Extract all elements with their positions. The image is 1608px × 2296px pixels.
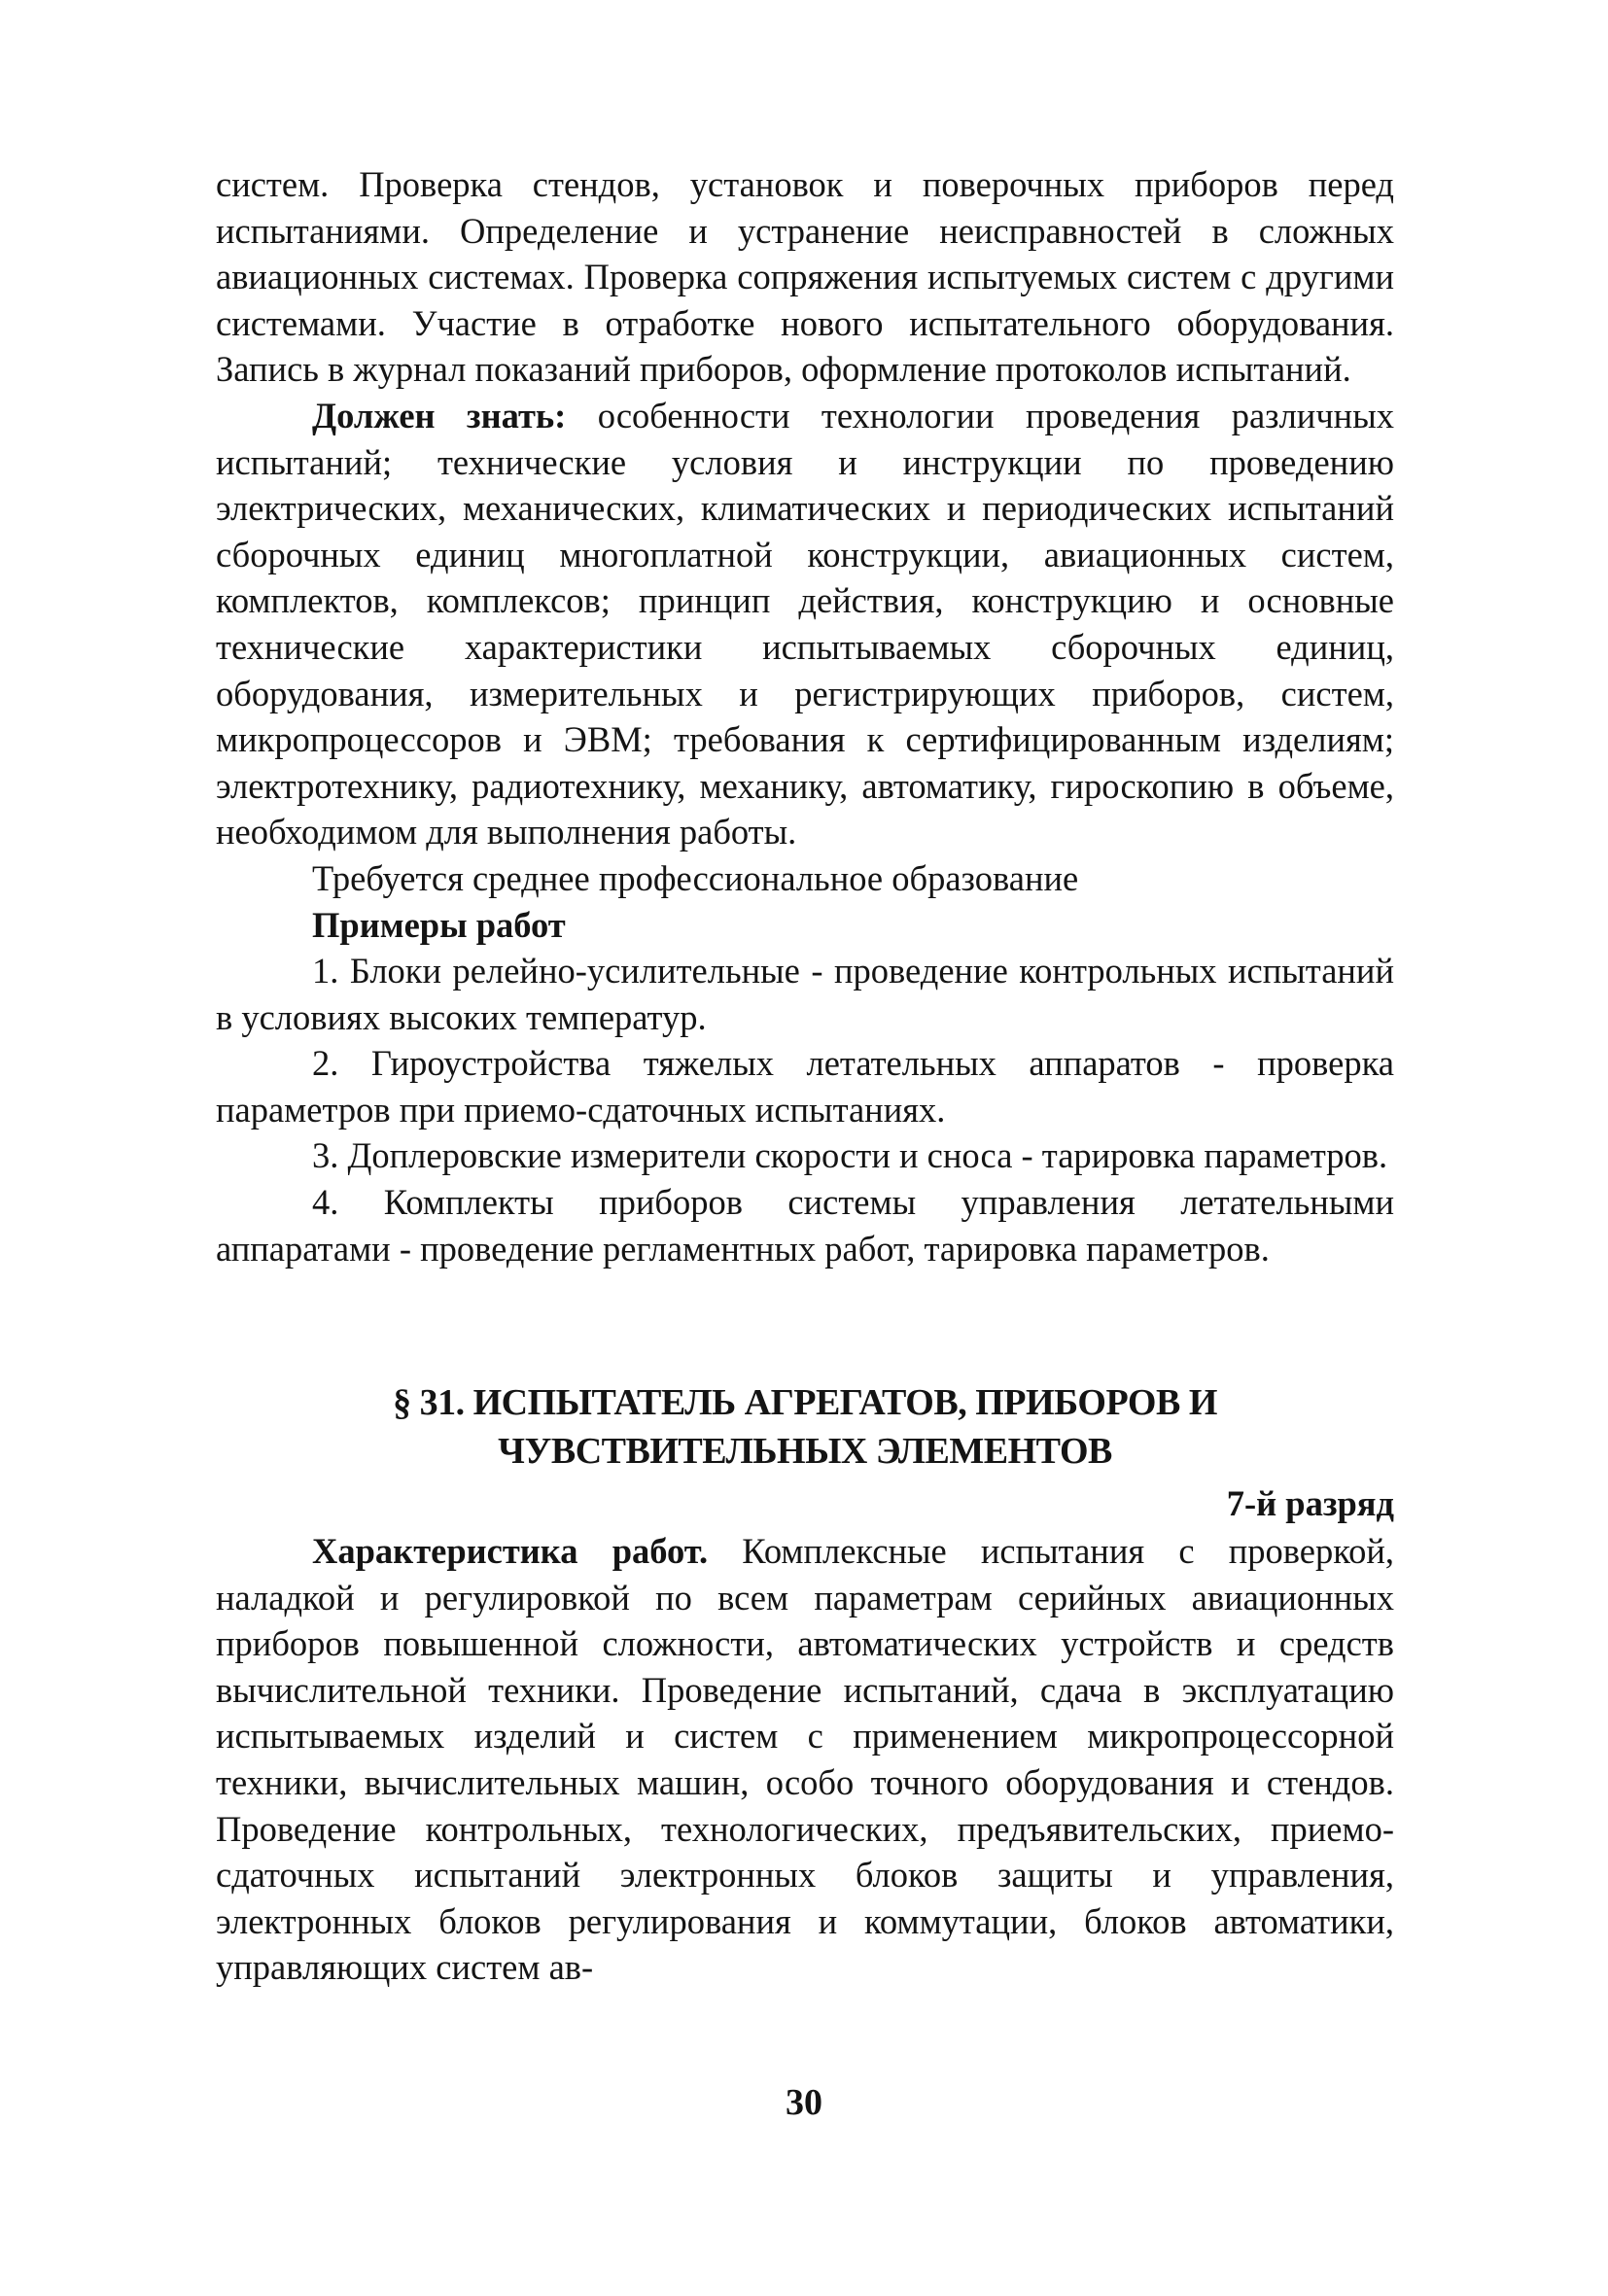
knowledge-label: Должен знать: [312,395,567,435]
section-heading [216,1378,1394,1476]
lower-text-block [216,1528,1394,1991]
example-item-3: 3. Доплеровские измерители скорости и сноса - тарировка параметров. [312,1135,1388,1176]
page-number: 30 [786,2082,822,2123]
characteristics-paragraph [216,1528,1394,1991]
examples-heading: Примеры работ [312,904,566,945]
knowledge-text: особенности технологии проведения различных испытаний; технические условия и инструкции по проведению электрических, механических, климатических и периодических испытаний сборочных единиц многоплатной конструкции, авиационных систем, комплектов, комплексов; принцип действия, конструкцию и основные технические характеристики испытываемых сборочных единиц, оборудования, измерительных и регистрирующих приборов, систем, микропроцессоров и ЭВМ; требования к сертифицированным изделиям; электротехнику, радиотехнику, механику, автоматику, гироскопию в объеме, необходимом для выполнения работы. [216,395,1394,852]
example-item-1: 1. Блоки релейно-усилительные - проведение контрольных испытаний в условиях высоких температур. [216,951,1394,1037]
education-requirement: Требуется среднее профессиональное образование [312,857,1079,898]
grade-label: 7-й разряд [1226,1483,1394,1523]
knowledge-paragraph [216,393,1394,855]
section-heading-line-2: ЧУВСТВИТЕЛЬНЫХ ЭЛЕМЕНТОВ [498,1431,1112,1472]
characteristics-text: Комплексные испытания с проверкой, наладкой и регулировкой по всем параметрам серийных авиационных приборов повышенной сложности, автоматических устройств и средств вычислительной техники. Проведение испытаний, сдача в эксплуатацию испытываемых изделий и систем с применением микропроцессорной техники, вычислительных машин, особо точного оборудования и стендов. Проведение контрольных, технологических, предъявительских, приемо-сдаточных испытаний электронных блоков защиты и управления, электронных блоков регулирования и коммутации, блоков автоматики, управляющих систем ав- [216,1531,1394,1988]
example-item-2: 2. Гироустройства тяжелых летательных аппаратов - проверка параметров при приемо-сдаточных испытаниях. [216,1043,1394,1130]
upper-text-block [216,161,1394,1271]
example-item-4: 4. Комплекты приборов системы управления летательными аппаратами - проведение регламентных работ, тарировка параметров. [216,1182,1394,1269]
characteristics-label: Характеристика работ. [312,1531,709,1571]
continuation-paragraph: систем. Проверка стендов, установок и поверочных приборов перед испытаниями. Определение и устранение неисправностей в сложных авиационных системах. Проверка сопряжения испытуемых систем с другими системами. Участие в отработке нового испытательного оборудования. Запись в журнал показаний приборов, оформление протоколов испытаний. [216,164,1394,390]
section-heading-line-1: § 31. ИСПЫТАТЕЛЬ АГРЕГАТОВ, ПРИБОРОВ И [393,1382,1217,1423]
